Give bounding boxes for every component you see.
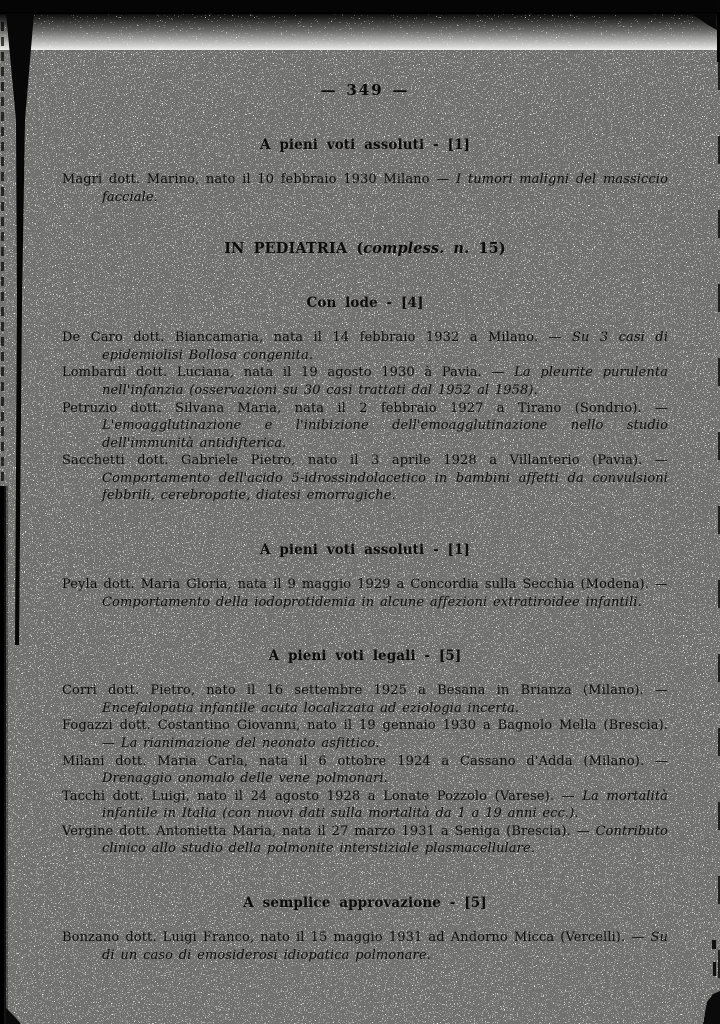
scan-artifact-top-speckle [0,12,720,52]
scan-artifact-right-dash [712,940,716,949]
scan-artifact-right-dash [713,962,716,976]
scan-artifact-page-speckle [0,50,720,1024]
